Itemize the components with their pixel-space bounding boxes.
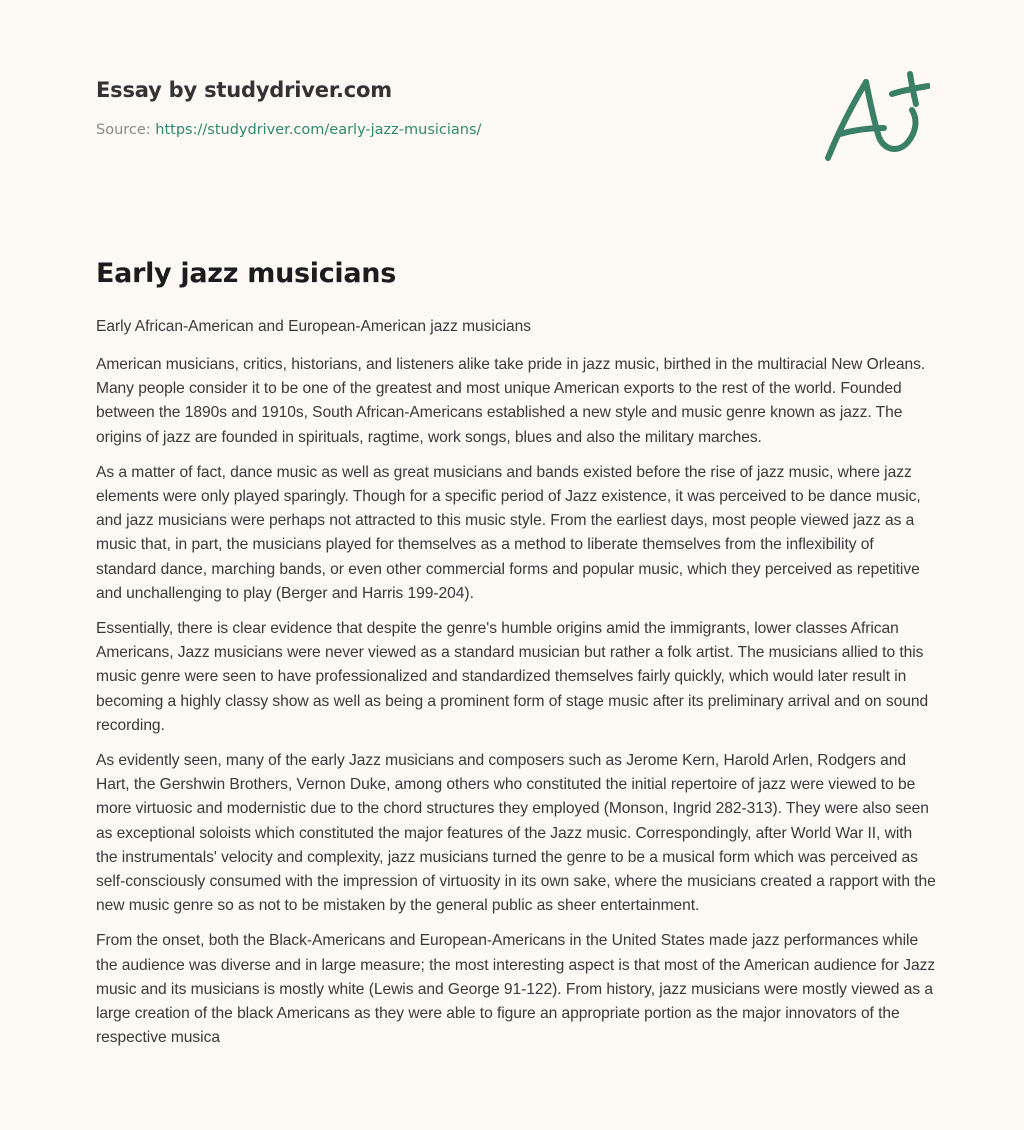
essay-body <box>96 315 936 1061</box>
essay-paragraph: As a matter of fact, dance music as well as great musicians and bands existed before the rise of jazz music, where jazz elements were only played sparingly. Though for a specific period of Jazz existence, it was perceived to be dance music, and jazz musicians were perhaps not attracted to this music style. From the earliest days, most people viewed jazz as a music that, in part, the musicians played for themselves as a method to liberate themselves from the inflexibility of standard dance, marching bands, or even other commercial forms and popular music, which they perceived as repetitive and unchallenging to play (Berger and Harris 199-204). <box>96 463 921 602</box>
essay-paragraph: Essentially, there is clear evidence that despite the genre's humble origins amid the immigrants, lower classes African Americans, Jazz musicians were never viewed as a standard musician but rather a folk artist. The musicians allied to this music genre were seen to have professionalized and standardized themselves fairly quickly, which would later result in becoming a highly classy show as well as being a prominent form of stage music after its preliminary arrival and on sound recording. <box>96 620 929 734</box>
essay-paragraph: From the onset, both the Black-Americans and European-Americans in the United States made jazz performances while the audience was diverse and in large measure; the most interesting aspect is that most of the American audience for Jazz music and its musicians is mostly white (Lewis and George 91-122). From history, jazz musicians were mostly viewed as a large creation of the black Americans as they were able to figure an appropriate portion as the major innovators of the respective musica <box>96 932 936 1047</box>
site-title: Essay by studydriver.com <box>96 78 392 102</box>
essay-title: Early jazz musicians <box>96 258 396 289</box>
essay-paragraph: As evidently seen, many of the early Jazz musicians and composers such as Jerome Kern, Harold Arlen, Rodgers and Hart, the Gershwin Brothers, Vernon Duke, among others who constituted the initial repertoire of jazz were viewed to be more virtuosic and modernistic due to the chord structures they employed (Monson, Ingrid 282-313). They were also seen as exceptional soloists which constituted the major features of the Jazz music. Correspondingly, after World War II, with the instrumentals' velocity and complexity, jazz musicians turned the genre to be a musical form which was perceived as self-consciously consumed with the impression of virtuosity in its own sake, where the musicians created a rapport with the new music genre so as not to be mistaken by the general public as sheer entertainment. <box>96 752 936 915</box>
essay-subtitle: Early African-American and European-American jazz musicians <box>96 318 532 335</box>
source-link[interactable]: https://studydriver.com/early-jazz-musicians/ <box>155 122 482 138</box>
site-header <box>96 74 796 140</box>
a-plus-grade-icon <box>818 62 930 168</box>
source-line <box>96 120 796 140</box>
source-label: Source: <box>96 122 156 138</box>
essay-paragraph: American musicians, critics, historians, and listeners alike take pride in jazz music, birthed in the multiracial New Orleans. Many people consider it to be one of the greatest and most unique American exports to the rest of the world. Founded between the 1890s and 1910s, South African-Americans established a new style and music genre known as jazz. The origins of jazz are founded in spirituals, ragtime, work songs, blues and also the military marches. <box>96 356 926 446</box>
